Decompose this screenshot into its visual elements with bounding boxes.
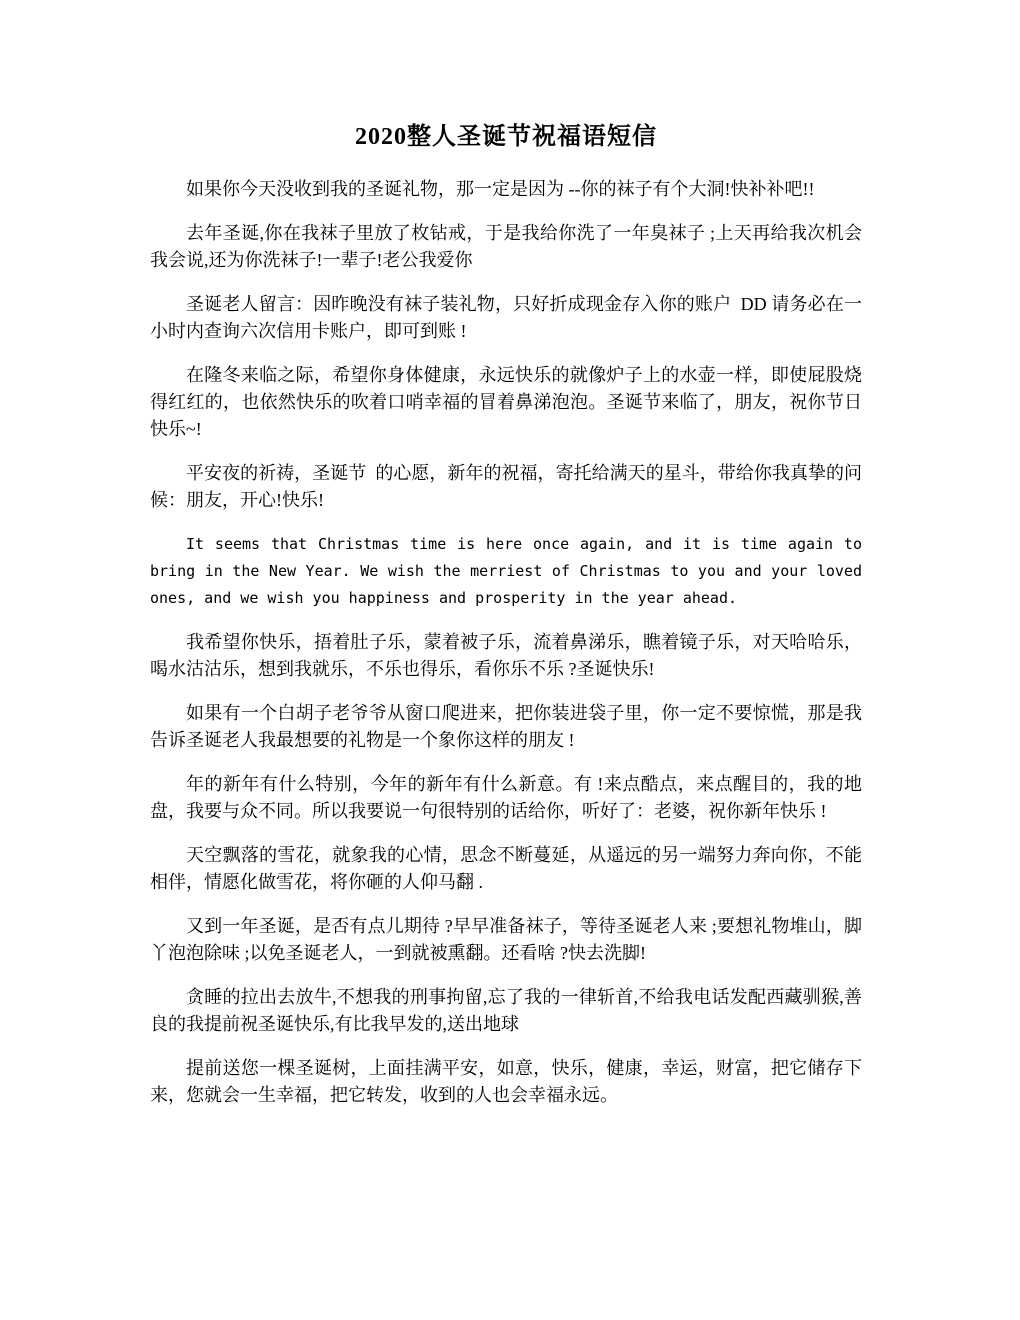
paragraph-early-greeting: 贪睡的拉出去放牛,不想我的刑事拘留,忘了我的一律斩首,不给我电话发配西藏驯猴,善良的我提前祝圣诞快乐,有比我早发的,送出地球 [150,987,862,1034]
paragraph-white-beard: 如果有一个白胡子老爷爷从窗口爬进来，把你装进袋子里，你一定不要惊慌，那是我告诉圣诞老人我最想要的礼物是一个象你这样的朋友 ! [150,703,862,750]
document-title: 2020整人圣诞节祝福语短信 [355,124,657,150]
paragraph-eve-prayer: 平安夜的祈祷，圣诞节 的心愿，新年的祝福，寄托给满天的星斗，带给你我真挚的问候：朋友，开心!快乐! [150,463,862,510]
paragraph-diamond-ring: 去年圣诞,你在我袜子里放了枚钻戒，于是我给你洗了一年臭袜子 ;上天再给我次机会我会说,还为你洗袜子!一辈子!老公我爱你 [150,223,862,270]
paragraph-english-greeting: It seems that Christmas time is here once again, and it is time again to bring in the New Year. We wish the merriest of Christmas to you and your loved ones, and we wish you happiness and prosperity in the year ahead. [150,535,872,607]
paragraph-wish-you-happy: 我希望你快乐，捂着肚子乐，蒙着被子乐，流着鼻涕乐，瞧着镜子乐，对天哈哈乐，喝水沽沽乐，想到我就乐，不乐也得乐，看你乐不乐 ?圣诞快乐! [150,632,862,679]
paragraph-sock-hole: 如果你今天没收到我的圣诞礼物，那一定是因为 --你的袜子有个大洞!快补补吧!! [186,179,815,199]
paragraph-new-year-special: 年的新年有什么特别，今年的新年有什么新意。有 !来点酷点，来点醒目的，我的地盘，我要与众不同。所以我要说一句很特别的话给你，听好了：老婆，祝你新年快乐 ! [150,774,862,821]
paragraph-wash-feet: 又到一年圣诞，是否有点儿期待 ?早早准备袜子，等待圣诞老人来 ;要想礼物堆山，脚丫泡泡除味 ;以免圣诞老人，一到就被熏翻。还看啥 ?快去洗脚! [150,916,862,963]
paragraph-santa-message: 圣诞老人留言：因昨晚没有袜子装礼物，只好折成现金存入你的账户 DD 请务必在一小时内查询六次信用卡账户，即可到账 ! [150,294,862,341]
paragraph-winter-kettle: 在隆冬来临之际，希望你身体健康，永远快乐的就像炉子上的水壶一样，即使屁股烧得红红的，也依然快乐的吹着口哨幸福的冒着鼻涕泡泡。圣诞节来临了，朋友，祝你节日快乐~! [150,365,862,439]
paragraph-christmas-tree: 提前送您一棵圣诞树，上面挂满平安，如意，快乐，健康，幸运，财富，把它储存下来，您就会一生幸福，把它转发，收到的人也会幸福永远。 [150,1058,862,1105]
paragraph-snowflakes: 天空飘落的雪花，就象我的心情，思念不断蔓延，从遥远的另一端努力奔向你，不能相伴，情愿化做雪花，将你砸的人仰马翻 . [150,845,862,892]
